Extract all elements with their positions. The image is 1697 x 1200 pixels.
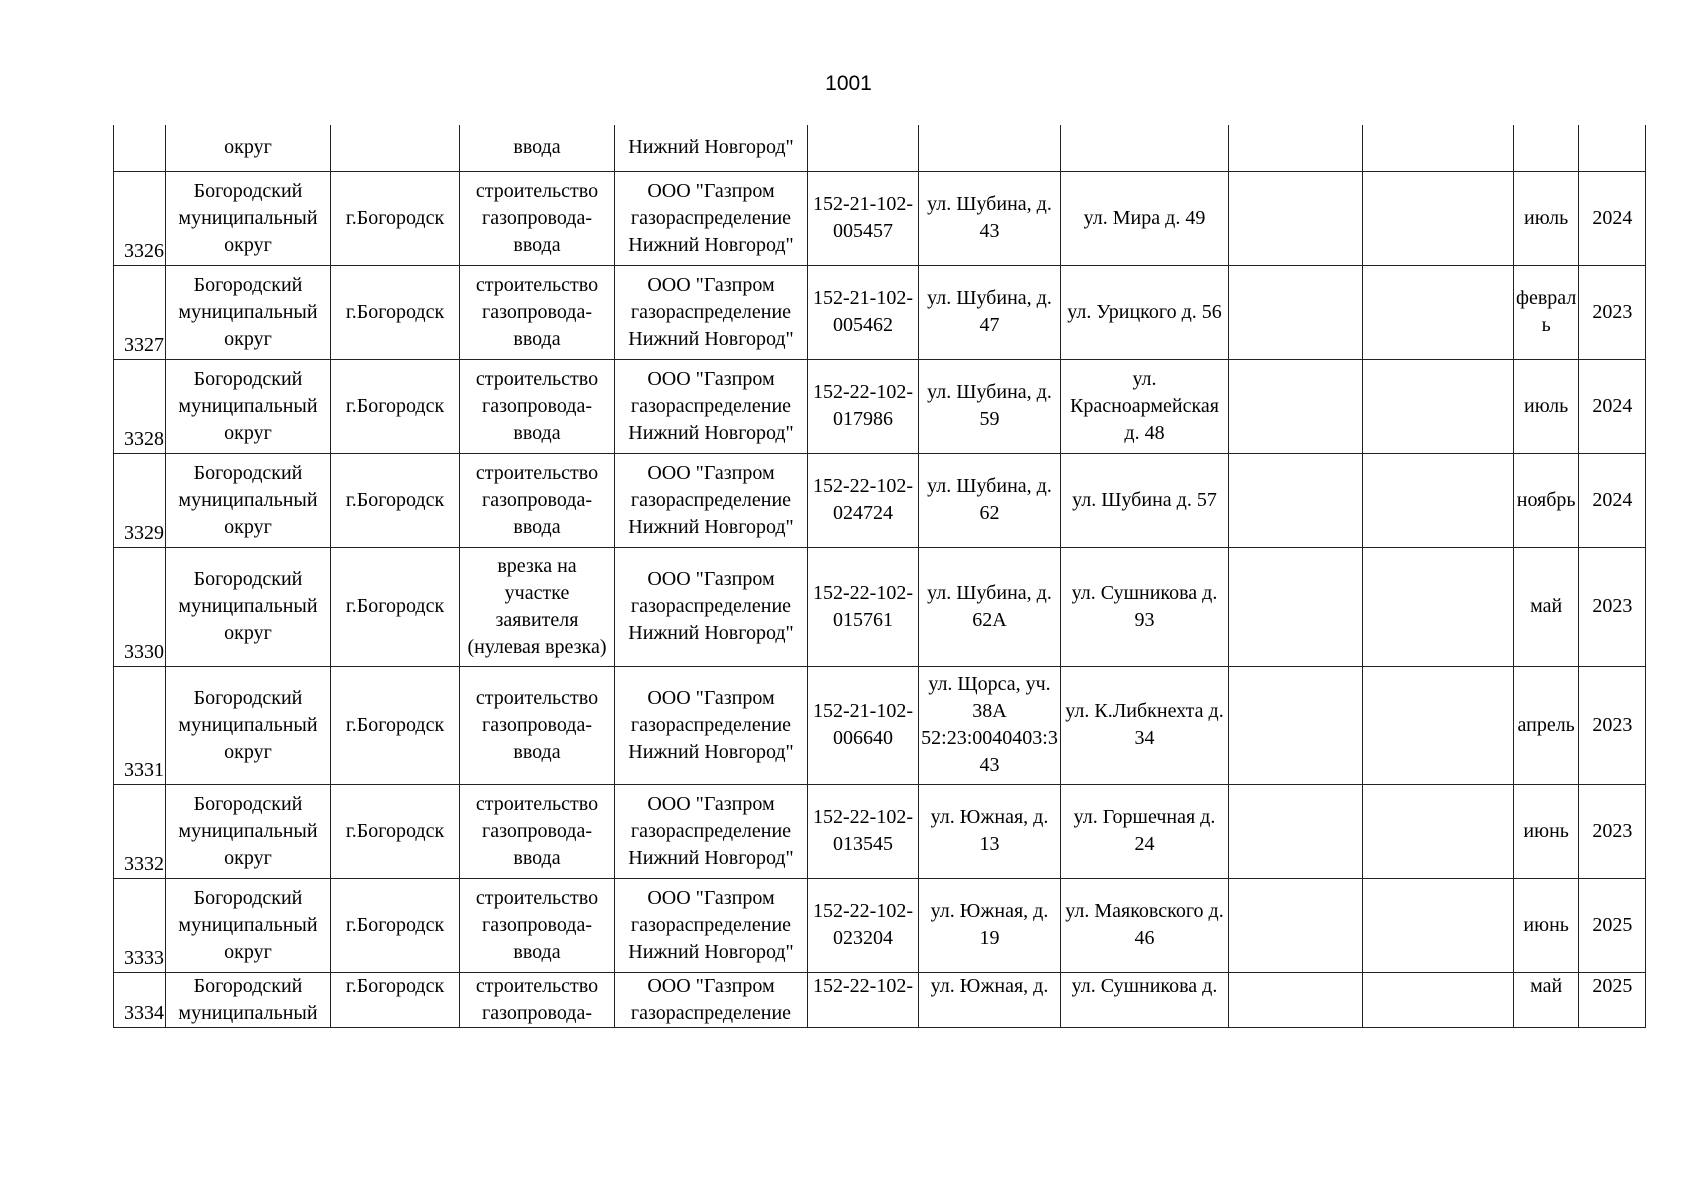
table-row	[114, 784, 1646, 878]
cell-address	[919, 453, 1061, 547]
work-line: ввода	[513, 136, 561, 159]
cell-work	[460, 453, 615, 547]
address-line: ул. Шубина, д.	[927, 475, 1052, 497]
table-row	[114, 359, 1646, 453]
cell-source	[1061, 666, 1229, 784]
month-line: ноябрь	[1516, 488, 1576, 511]
cell-town: г.Богородск	[331, 878, 460, 972]
cell-district	[166, 972, 331, 1027]
cell-town: г.Богородск	[331, 784, 460, 878]
cell-empty	[1363, 878, 1514, 972]
cell-empty	[1363, 171, 1514, 265]
month-line: июнь	[1523, 819, 1569, 842]
cell-org	[615, 265, 808, 359]
cell-district	[166, 878, 331, 972]
org-line: ООО "Газпром	[647, 974, 775, 997]
cell-town: г.Богородск	[331, 972, 460, 1027]
district-line: муниципальный	[178, 488, 318, 511]
cell-source	[1061, 453, 1229, 547]
address-line: ул. Южная, д.	[930, 806, 1049, 828]
table-row	[114, 265, 1646, 359]
cell-year: 2025	[1579, 972, 1646, 1027]
cell-org	[615, 547, 808, 666]
cell-work	[460, 547, 615, 666]
address-line: 62А	[972, 608, 1007, 631]
cell-town: г.Богородск	[331, 359, 460, 453]
district-line: Богородский	[193, 568, 303, 590]
cell-code	[808, 878, 919, 972]
cell-month	[1514, 453, 1579, 547]
org-line: газораспределение	[630, 1001, 792, 1024]
source-line: 24	[1134, 833, 1155, 855]
month-line: ь	[1541, 314, 1551, 336]
cell-empty	[1363, 666, 1514, 784]
cell-empty	[1363, 972, 1514, 1027]
month-line: апрель	[1517, 713, 1575, 736]
org-line: ООО "Газпром	[647, 461, 775, 484]
work-line: ввода	[513, 327, 561, 350]
source-line: д. 48	[1124, 421, 1165, 444]
address-line: 52:23:0040403:3	[921, 727, 1058, 749]
district-line: округ	[224, 136, 272, 159]
cell-num: 3326	[114, 171, 166, 265]
cell-year: 2023	[1579, 547, 1646, 666]
org-line: Нижний Новгород"	[628, 233, 794, 256]
work-line: (нулевая врезка)	[467, 635, 607, 658]
org-line: ООО "Газпром	[647, 568, 775, 590]
cell-work	[460, 972, 615, 1027]
cell-num: 3330	[114, 547, 166, 666]
address-line: ул. Шубина, д.	[927, 287, 1052, 309]
cell-org	[615, 125, 808, 171]
cell-code	[808, 666, 919, 784]
source-line: 34	[1134, 727, 1155, 749]
org-line: ООО "Газпром	[647, 367, 775, 390]
table-row	[114, 171, 1646, 265]
code-line: 005457	[833, 220, 893, 242]
district-line: муниципальный	[178, 394, 318, 417]
cell-year: 2024	[1579, 171, 1646, 265]
source-line: Красноармейская	[1070, 394, 1219, 417]
cell-empty	[1061, 125, 1229, 171]
cell-work	[460, 171, 615, 265]
cell-num: 3328	[114, 359, 166, 453]
address-line: 43	[979, 754, 1000, 776]
district-line: Богородский	[193, 792, 303, 815]
cell-work	[460, 359, 615, 453]
work-line: газопровода-	[481, 1001, 592, 1024]
work-line: газопровода-	[481, 206, 592, 229]
cell-source	[1061, 878, 1229, 972]
district-line: муниципальный	[178, 300, 318, 323]
cell-empty	[808, 125, 919, 171]
work-line: строительство	[475, 179, 599, 202]
cell-org	[615, 666, 808, 784]
district-line: Богородский	[193, 179, 303, 202]
cell-source	[1061, 171, 1229, 265]
cell-code	[808, 972, 919, 1027]
district-line: округ	[224, 622, 272, 644]
cell-org	[615, 972, 808, 1027]
cell-town: г.Богородск	[331, 666, 460, 784]
district-line: Богородский	[193, 273, 303, 296]
cell-empty	[1229, 784, 1363, 878]
cell-empty	[1229, 878, 1363, 972]
table-row	[114, 547, 1646, 666]
cell-year: 2023	[1579, 265, 1646, 359]
org-line: ООО "Газпром	[647, 179, 775, 202]
district-line: муниципальный	[178, 595, 318, 617]
address-line: 19	[979, 927, 1000, 949]
cell-year: 2024	[1579, 453, 1646, 547]
cell-address	[919, 171, 1061, 265]
cell-org	[615, 359, 808, 453]
source-line: ул.	[1132, 367, 1157, 390]
cell-district	[166, 171, 331, 265]
cell-district	[166, 784, 331, 878]
cell-year: 2023	[1579, 784, 1646, 878]
work-line: газопровода-	[481, 300, 592, 323]
page-number: 1001	[825, 72, 872, 95]
cell-org	[615, 784, 808, 878]
org-line: Нижний Новгород"	[628, 846, 794, 869]
cell-address	[919, 666, 1061, 784]
cell-code	[808, 784, 919, 878]
code-line: 152-22-102-	[813, 974, 913, 997]
org-line: газораспределение	[630, 913, 792, 936]
work-line: строительство	[475, 461, 599, 484]
work-line: газопровода-	[481, 488, 592, 511]
source-line: 46	[1134, 927, 1155, 949]
district-line: Богородский	[193, 461, 303, 484]
district-line: округ	[224, 421, 272, 444]
source-line: ул. Сушникова д.	[1071, 581, 1218, 604]
district-line: муниципальный	[178, 206, 318, 229]
cell-address	[919, 878, 1061, 972]
table-row	[114, 666, 1646, 784]
address-line: ул. Щорса, уч.	[928, 673, 1051, 695]
cell-work	[460, 878, 615, 972]
district-line: муниципальный	[178, 713, 318, 736]
district-line: Богородский	[193, 686, 303, 709]
work-line: строительство	[475, 974, 599, 997]
work-line: заявителя	[495, 608, 579, 631]
work-line: строительство	[475, 273, 599, 296]
cell-org	[615, 453, 808, 547]
cell-empty	[1229, 125, 1363, 171]
cell-address	[919, 972, 1061, 1027]
district-line: муниципальный	[178, 819, 318, 842]
cell-work	[460, 784, 615, 878]
code-line: 013545	[833, 833, 893, 855]
source-line: 93	[1134, 608, 1155, 631]
org-line: газораспределение	[630, 300, 792, 323]
cell-num: 3333	[114, 878, 166, 972]
cell-code	[808, 359, 919, 453]
cell-month	[1514, 359, 1579, 453]
code-line: 152-22-102-	[813, 381, 913, 403]
cell-address	[919, 784, 1061, 878]
district-line: округ	[224, 327, 272, 350]
org-line: газораспределение	[630, 713, 792, 736]
cell-town: г.Богородск	[331, 265, 460, 359]
code-line: 152-22-102-	[813, 900, 913, 922]
cell-month	[1514, 171, 1579, 265]
cell-month	[1514, 972, 1579, 1027]
cell-empty	[1363, 453, 1514, 547]
code-line: 152-22-102-	[813, 806, 913, 828]
cell-empty	[1363, 359, 1514, 453]
address-line: ул. Южная, д.	[930, 900, 1049, 922]
cell-code	[808, 453, 919, 547]
cell-empty	[1514, 125, 1579, 171]
cell-code	[808, 547, 919, 666]
cell-source	[1061, 972, 1229, 1027]
org-line: Нижний Новгород"	[628, 515, 794, 538]
work-line: газопровода-	[481, 394, 592, 417]
district-line: округ	[224, 233, 272, 256]
work-line: строительство	[475, 792, 599, 815]
address-line: 38А	[972, 700, 1007, 722]
cell-code	[808, 171, 919, 265]
address-line: ул. Южная, д.	[930, 974, 1049, 997]
code-line: 024724	[833, 502, 893, 524]
month-line: июнь	[1523, 913, 1569, 936]
cell-source	[1061, 547, 1229, 666]
cell-empty	[1363, 547, 1514, 666]
work-line: газопровода-	[481, 819, 592, 842]
cell-town: г.Богородск	[331, 453, 460, 547]
org-line: Нижний Новгород"	[628, 327, 794, 350]
work-line: строительство	[475, 886, 599, 909]
table-row	[114, 453, 1646, 547]
source-line: ул. Шубина д. 57	[1072, 488, 1217, 511]
cell-empty	[1229, 666, 1363, 784]
district-line: округ	[224, 515, 272, 538]
cell-district	[166, 547, 331, 666]
code-line: 152-21-102-	[813, 287, 913, 309]
address-line: 59	[979, 408, 1000, 430]
work-line: строительство	[475, 367, 599, 390]
cell-work	[460, 265, 615, 359]
work-line: ввода	[513, 233, 561, 256]
cell-empty	[1363, 265, 1514, 359]
org-line: ООО "Газпром	[647, 886, 775, 909]
cell-empty	[1229, 547, 1363, 666]
month-line: феврал	[1516, 287, 1577, 309]
month-line: май	[1530, 974, 1563, 997]
district-line: Богородский	[193, 367, 303, 390]
work-line: газопровода-	[481, 913, 592, 936]
work-line: строительство	[475, 686, 599, 709]
cell-source	[1061, 784, 1229, 878]
org-line: ООО "Газпром	[647, 792, 775, 815]
org-line: газораспределение	[630, 394, 792, 417]
work-line: газопровода-	[481, 713, 592, 736]
cell-org	[615, 878, 808, 972]
code-line: 152-21-102-	[813, 700, 913, 722]
cell-empty	[1229, 171, 1363, 265]
cell-district	[166, 453, 331, 547]
month-line: июль	[1524, 206, 1569, 229]
cell-district	[166, 265, 331, 359]
month-line: май	[1530, 595, 1563, 617]
month-line: июль	[1524, 394, 1569, 417]
district-line: округ	[224, 940, 272, 963]
cell-code	[808, 265, 919, 359]
cell-town: г.Богородск	[331, 171, 460, 265]
org-line: ООО "Газпром	[647, 686, 775, 709]
cell-empty	[1229, 265, 1363, 359]
address-line: ул. Шубина, д.	[927, 381, 1052, 403]
cell-address	[919, 547, 1061, 666]
code-line: 015761	[833, 608, 893, 631]
district-line: округ	[224, 740, 272, 763]
cell-town	[331, 125, 460, 171]
table-body	[114, 125, 1646, 1027]
cell-num: 3329	[114, 453, 166, 547]
table-row	[114, 878, 1646, 972]
cell-empty	[1579, 125, 1646, 171]
address-line: ул. Шубина, д.	[927, 193, 1052, 215]
cell-month	[1514, 547, 1579, 666]
cell-num	[114, 125, 166, 171]
source-line: ул. Горшечная д.	[1073, 806, 1216, 828]
cell-district	[166, 359, 331, 453]
work-line: ввода	[513, 740, 561, 763]
district-line: муниципальный	[178, 1001, 318, 1024]
cell-empty	[1229, 972, 1363, 1027]
org-line: Нижний Новгород"	[628, 622, 794, 644]
work-line: ввода	[513, 846, 561, 869]
cell-empty	[919, 125, 1061, 171]
code-line: 152-22-102-	[813, 475, 913, 497]
source-line: ул. Урицкого д. 56	[1067, 300, 1222, 323]
source-line: ул. К.Либкнехта д.	[1065, 700, 1224, 722]
cell-empty	[1363, 125, 1514, 171]
table-row-continued	[114, 125, 1646, 171]
cell-address	[919, 265, 1061, 359]
cell-work	[460, 125, 615, 171]
cell-month	[1514, 878, 1579, 972]
code-line: 152-21-102-	[813, 193, 913, 215]
connections-table	[113, 125, 1646, 1028]
cell-source	[1061, 359, 1229, 453]
cell-num: 3332	[114, 784, 166, 878]
address-line: 13	[979, 833, 1000, 855]
cell-empty	[1229, 453, 1363, 547]
source-line: ул. Мира д. 49	[1083, 206, 1206, 229]
work-line: ввода	[513, 421, 561, 444]
org-line: газораспределение	[630, 819, 792, 842]
work-line: ввода	[513, 940, 561, 963]
cell-num: 3327	[114, 265, 166, 359]
district-line: округ	[224, 846, 272, 869]
cell-empty	[1363, 784, 1514, 878]
org-line: ООО "Газпром	[647, 273, 775, 296]
cell-address	[919, 359, 1061, 453]
source-line: ул. Сушникова д.	[1071, 974, 1218, 997]
cell-empty	[1229, 359, 1363, 453]
code-line: 023204	[833, 927, 893, 949]
org-line: газораспределение	[630, 488, 792, 511]
table-row	[114, 972, 1646, 1027]
cell-year: 2025	[1579, 878, 1646, 972]
cell-month	[1514, 265, 1579, 359]
cell-month	[1514, 666, 1579, 784]
cell-town: г.Богородск	[331, 547, 460, 666]
code-line: 006640	[833, 727, 893, 749]
cell-org	[615, 171, 808, 265]
district-line: Богородский	[193, 974, 303, 997]
cell-district	[166, 125, 331, 171]
address-line: 47	[979, 314, 1000, 336]
address-line: 43	[979, 220, 1000, 242]
cell-month	[1514, 784, 1579, 878]
cell-num: 3331	[114, 666, 166, 784]
cell-num: 3334	[114, 972, 166, 1027]
org-line: Нижний Новгород"	[628, 740, 794, 763]
org-line: Нижний Новгород"	[628, 940, 794, 963]
org-line: газораспределение	[630, 595, 792, 617]
cell-work	[460, 666, 615, 784]
code-line: 005462	[833, 314, 893, 336]
org-line: Нижний Новгород"	[628, 421, 794, 444]
cell-year: 2024	[1579, 359, 1646, 453]
district-line: Богородский	[193, 886, 303, 909]
cell-source	[1061, 265, 1229, 359]
code-line: 017986	[833, 408, 893, 430]
work-line: врезка на	[497, 554, 577, 577]
address-line: 62	[979, 502, 1000, 524]
cell-district	[166, 666, 331, 784]
cell-year: 2023	[1579, 666, 1646, 784]
work-line: ввода	[513, 515, 561, 538]
source-line: ул. Маяковского д.	[1065, 900, 1224, 922]
org-line: Нижний Новгород"	[628, 136, 794, 159]
district-line: муниципальный	[178, 913, 318, 936]
code-line: 152-22-102-	[813, 581, 913, 604]
org-line: газораспределение	[630, 206, 792, 229]
work-line: участке	[504, 581, 570, 604]
address-line: ул. Шубина, д.	[927, 581, 1052, 604]
